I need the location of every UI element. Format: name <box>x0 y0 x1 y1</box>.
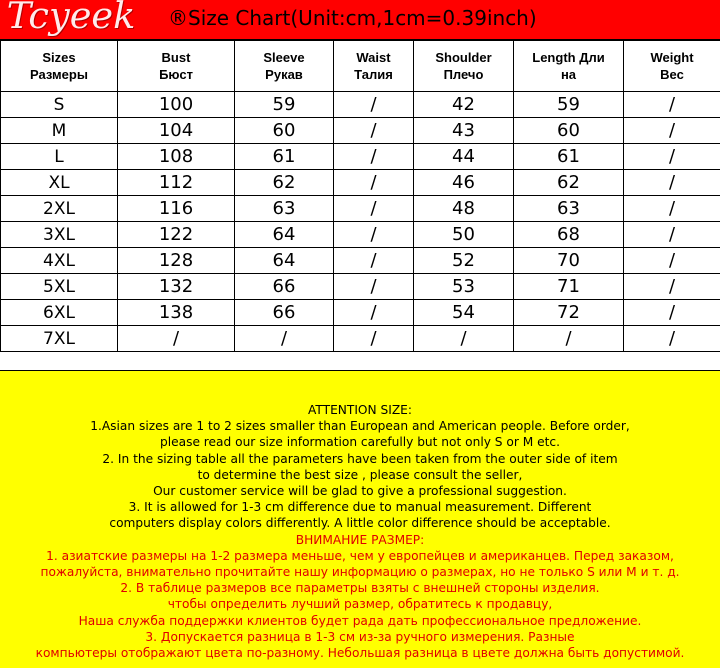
table-cell: 104 <box>118 118 235 144</box>
header-label-ru: Бюст <box>159 67 193 82</box>
table-cell: 60 <box>235 118 334 144</box>
table-cell: 48 <box>414 196 514 222</box>
column-header <box>334 41 414 92</box>
size-table <box>0 40 720 352</box>
table-cell: / <box>624 222 720 248</box>
note-line: Наша служба поддержки клиентов будет рада дать профессиональное предложение. <box>78 613 642 628</box>
table-cell: 72 <box>514 300 624 326</box>
size-cell: 3XL <box>1 222 118 248</box>
table-cell: 60 <box>514 118 624 144</box>
table-cell: 112 <box>118 170 235 196</box>
page-title <box>168 6 537 30</box>
header-row <box>1 41 720 92</box>
table-row <box>1 300 720 326</box>
table-cell: 132 <box>118 274 235 300</box>
notes-panel <box>0 370 720 668</box>
table-cell: 68 <box>514 222 624 248</box>
note-line: 1. азиатские размеры на 1-2 размера меньше, чем у европейцев и американцев. Перед заказом, <box>46 548 674 563</box>
table-cell: / <box>235 326 334 352</box>
table-row <box>1 248 720 274</box>
table-cell: / <box>334 274 414 300</box>
size-cell: S <box>1 92 118 118</box>
column-header <box>118 41 235 92</box>
table-cell: 116 <box>118 196 235 222</box>
note-line: please read our size information carefully but not only S or M etc. <box>160 435 560 450</box>
table-cell: 122 <box>118 222 235 248</box>
table-cell: 64 <box>235 248 334 274</box>
table-cell: 59 <box>235 92 334 118</box>
table-cell: 108 <box>118 144 235 170</box>
table-row <box>1 222 720 248</box>
table-cell: 52 <box>414 248 514 274</box>
column-header <box>235 41 334 92</box>
note-line: computers display colors differently. A little color difference should be acceptable. <box>109 516 611 531</box>
header-label-ru: Талия <box>354 67 393 82</box>
header-label-en: Sleeve <box>263 50 305 65</box>
header-label-en: Length Дли <box>532 50 605 65</box>
table-cell: 62 <box>514 170 624 196</box>
table-cell: 138 <box>118 300 235 326</box>
table-cell: / <box>624 248 720 274</box>
size-cell: 6XL <box>1 300 118 326</box>
header-label-en: Waist <box>356 50 391 65</box>
header-label-ru: Рукав <box>265 67 303 82</box>
note-line: Our customer service will be glad to give a professional suggestion. <box>153 484 567 499</box>
table-cell: / <box>414 326 514 352</box>
table-cell: 44 <box>414 144 514 170</box>
notes-english <box>0 402 720 532</box>
table-cell: / <box>514 326 624 352</box>
note-line: 1.Asian sizes are 1 to 2 sizes smaller than European and American people. Before order, <box>90 419 630 434</box>
header-label-en: Sizes <box>42 50 76 65</box>
table-cell: 63 <box>235 196 334 222</box>
note-line: 3. Допускается разница в 1-3 см из-за ручного измерения. Разные <box>145 629 575 644</box>
table-cell: 71 <box>514 274 624 300</box>
notes-russian <box>0 532 720 662</box>
table-cell: / <box>334 170 414 196</box>
header-label-ru: Плечо <box>443 67 484 82</box>
table-cell: 54 <box>414 300 514 326</box>
table-cell: 64 <box>235 222 334 248</box>
note-line: to determine the best size , please consult the seller, <box>197 467 523 482</box>
column-header <box>414 41 514 92</box>
column-header <box>1 41 118 92</box>
table-cell: 100 <box>118 92 235 118</box>
title-bar <box>0 0 720 40</box>
brand-logo: Tcyeek <box>6 0 136 37</box>
table-cell: 70 <box>514 248 624 274</box>
table-cell: / <box>624 274 720 300</box>
size-cell: 4XL <box>1 248 118 274</box>
table-cell: 53 <box>414 274 514 300</box>
table-cell: / <box>334 196 414 222</box>
column-header <box>624 41 720 92</box>
column-header <box>514 41 624 92</box>
table-cell: 62 <box>235 170 334 196</box>
note-line: компьютеры отображают цвета по-разному. Небольшая разница в цвете должна быть допустимой. <box>35 646 685 661</box>
size-cell: L <box>1 144 118 170</box>
table-cell: 61 <box>514 144 624 170</box>
table-cell: / <box>624 92 720 118</box>
table-cell: / <box>334 248 414 274</box>
table-cell: / <box>334 326 414 352</box>
table-cell: / <box>624 170 720 196</box>
table-cell: 50 <box>414 222 514 248</box>
table-row <box>1 326 720 352</box>
header-label-ru: на <box>560 67 577 82</box>
table-cell: / <box>334 144 414 170</box>
note-line: 2. В таблице размеров все параметры взяты с внешней стороны изделия. <box>120 581 600 596</box>
table-cell: 66 <box>235 274 334 300</box>
table-cell: / <box>334 92 414 118</box>
note-line: чтобы определить лучший размер, обратитесь к продавцу, <box>167 597 553 612</box>
table-cell: 43 <box>414 118 514 144</box>
note-line: ATTENTION SIZE: <box>308 403 412 417</box>
table-cell: 128 <box>118 248 235 274</box>
table-cell: / <box>334 222 414 248</box>
table-cell: / <box>334 300 414 326</box>
table-cell: 66 <box>235 300 334 326</box>
size-chart-title: Size Chart(Unit:cm,1cm=0.39inch) <box>188 6 537 30</box>
note-line: ВНИМАНИЕ РАЗМЕР: <box>295 532 425 547</box>
size-cell: 5XL <box>1 274 118 300</box>
table-cell: / <box>624 118 720 144</box>
header-label-en: Bust <box>161 50 191 65</box>
table-cell: / <box>624 326 720 352</box>
registered-mark: ® <box>168 6 188 30</box>
table-cell: 59 <box>514 92 624 118</box>
table-cell: 63 <box>514 196 624 222</box>
table-row <box>1 274 720 300</box>
header-label-en: Weight <box>650 50 694 65</box>
table-cell: / <box>118 326 235 352</box>
size-cell: 2XL <box>1 196 118 222</box>
table-cell: / <box>624 196 720 222</box>
note-line: 2. In the sizing table all the parameters have been taken from the outer side of item <box>102 451 618 466</box>
header-label-ru: Размеры <box>30 67 88 82</box>
table-cell: / <box>624 300 720 326</box>
size-cell: M <box>1 118 118 144</box>
table-cell: 46 <box>414 170 514 196</box>
header-label-ru: Вес <box>660 67 684 82</box>
size-cell: 7XL <box>1 326 118 352</box>
table-row <box>1 170 720 196</box>
note-line: 3. It is allowed for 1-3 cm difference due to manual measurement. Different <box>128 500 592 515</box>
header-label-en: Shoulder <box>435 50 492 65</box>
table-cell: 42 <box>414 92 514 118</box>
size-table-body <box>1 41 720 352</box>
note-line: пожалуйста, внимательно прочитайте нашу информацию о размерах, но не только S или M и т. д. <box>40 565 680 580</box>
table-cell: / <box>624 144 720 170</box>
table-cell: / <box>334 118 414 144</box>
table-row <box>1 118 720 144</box>
table-row <box>1 92 720 118</box>
table-row <box>1 196 720 222</box>
size-cell: XL <box>1 170 118 196</box>
table-row <box>1 144 720 170</box>
table-cell: 61 <box>235 144 334 170</box>
